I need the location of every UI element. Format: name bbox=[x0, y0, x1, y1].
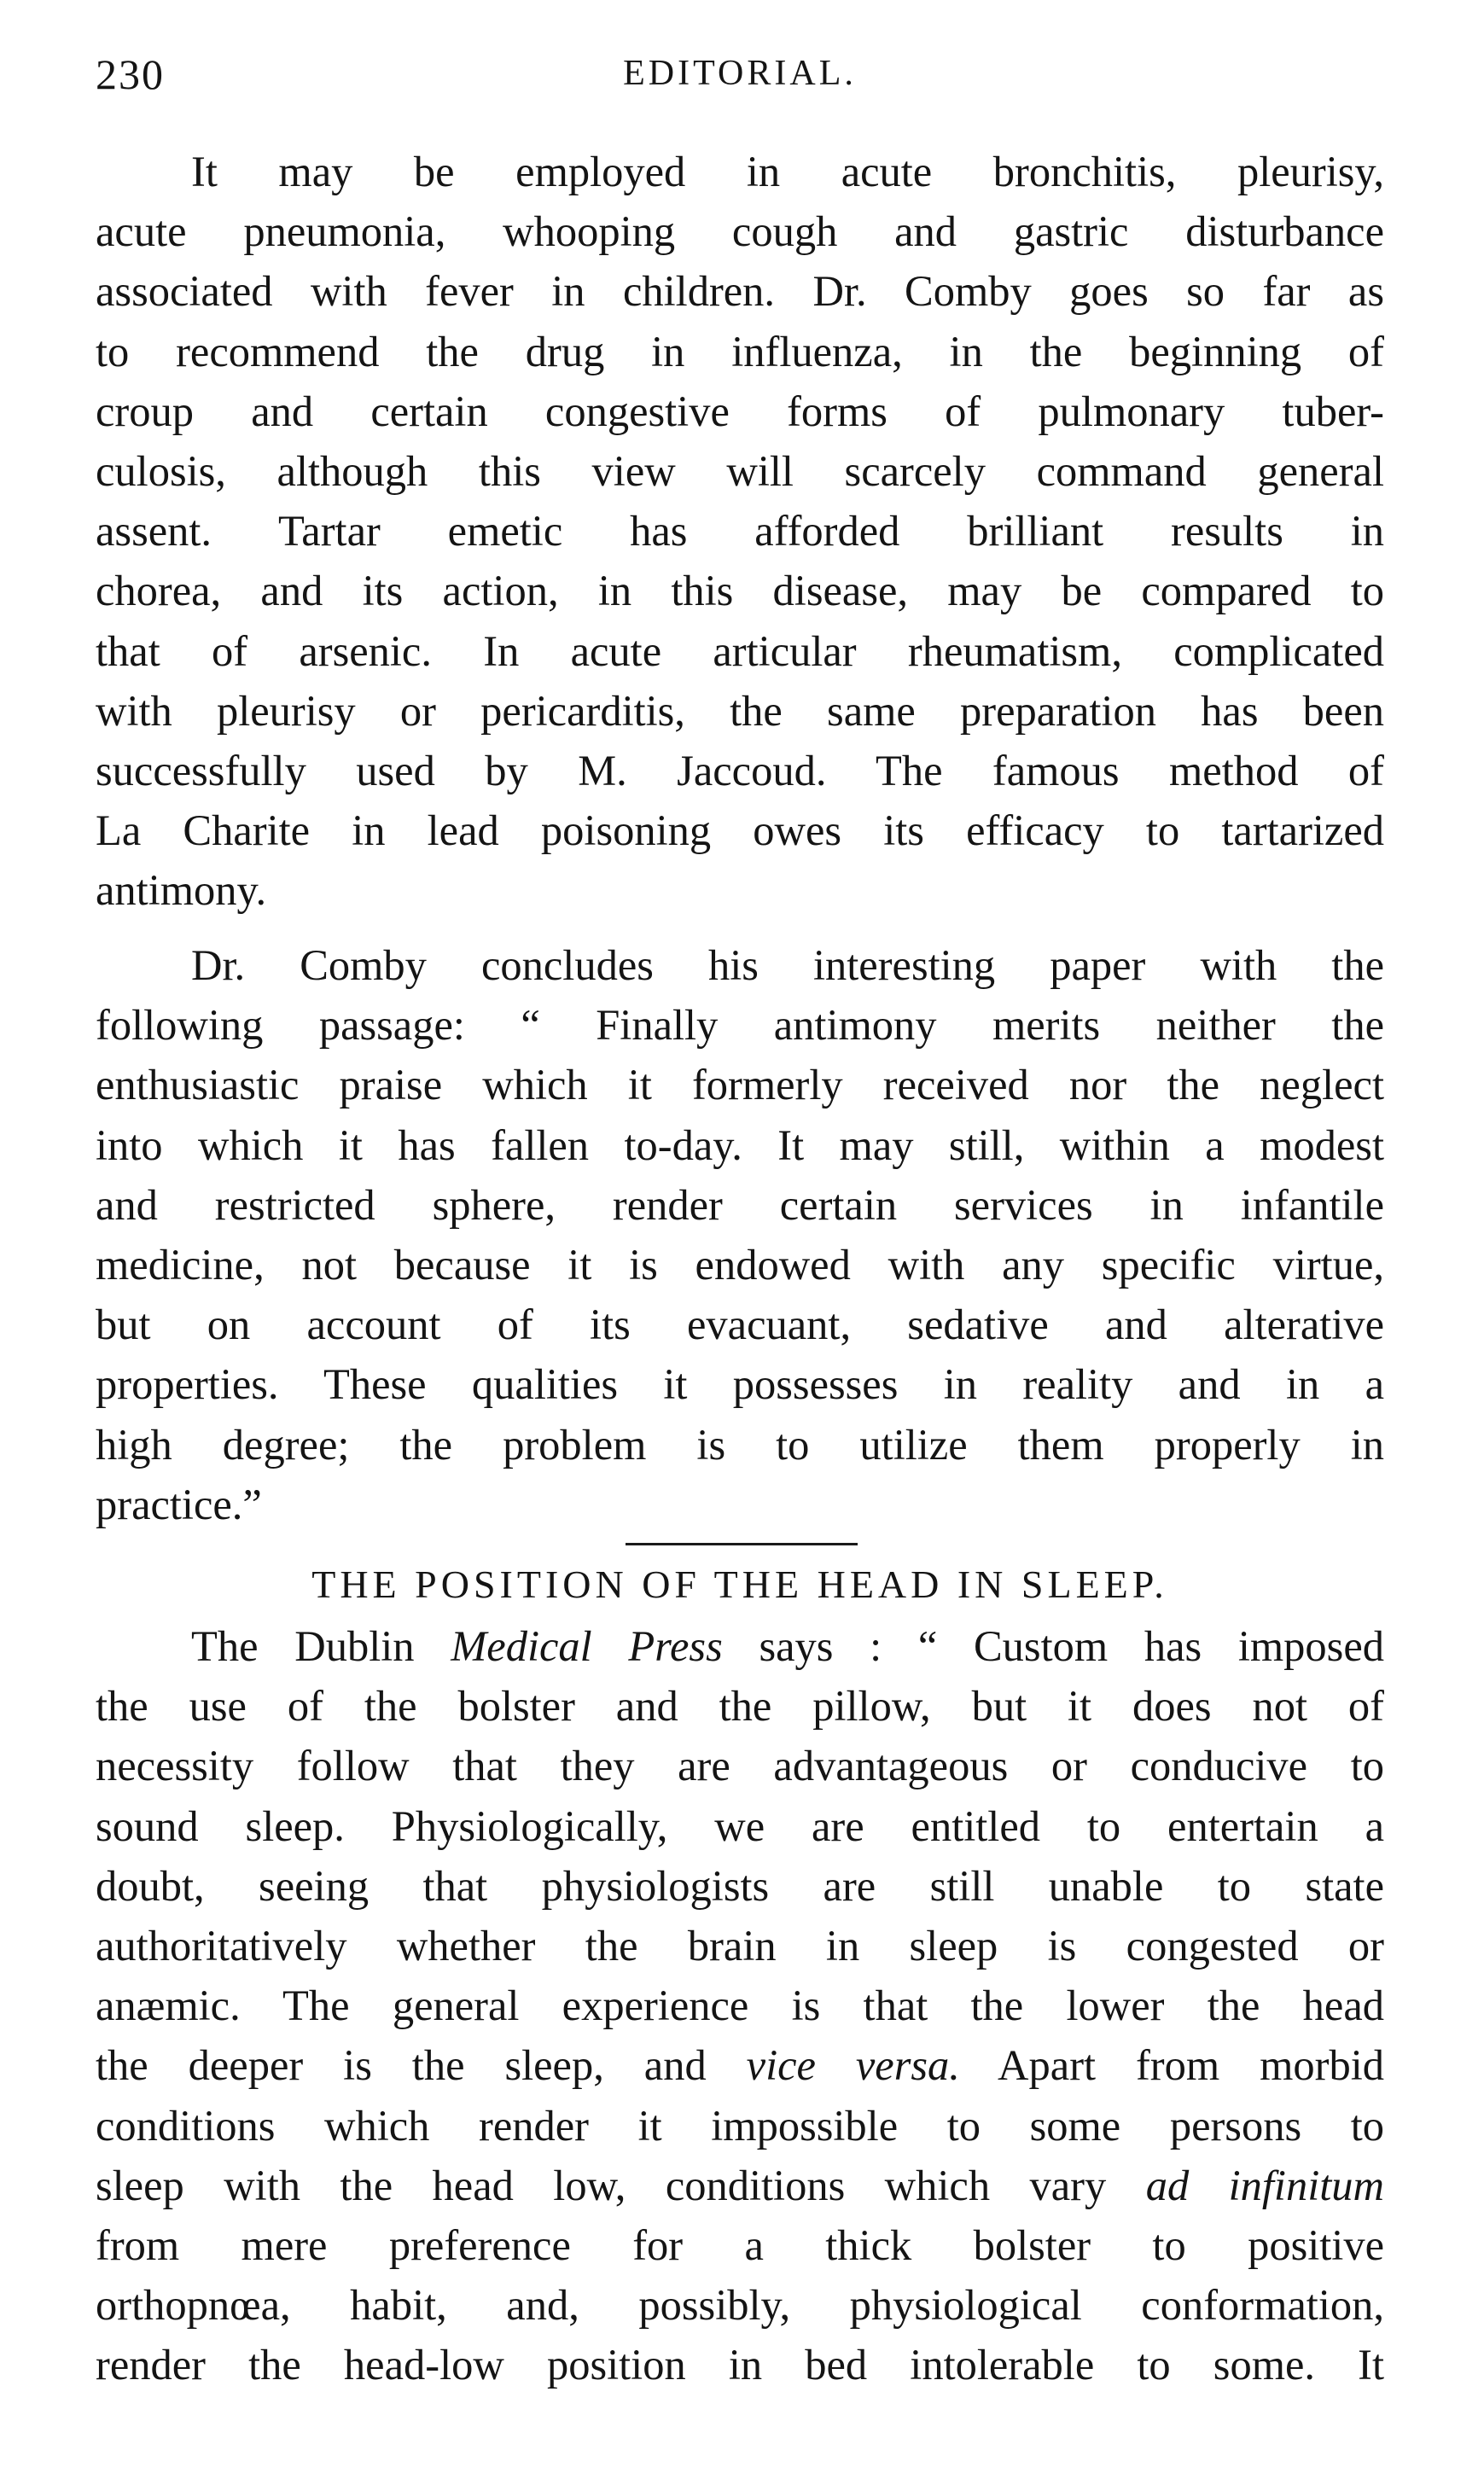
text-line: enthusiastic praise which it formerly received nor the neglect bbox=[96, 1061, 1384, 1109]
paragraph-comby-conclusion bbox=[96, 935, 1384, 1534]
text-line: conditions which render it impossible to some persons to bbox=[96, 2101, 1384, 2150]
text-line: acute pneumonia, whooping cough and gastric disturbance bbox=[96, 207, 1384, 256]
text-line: with pleurisy or pericarditis, the same preparation has been bbox=[96, 686, 1384, 735]
text-run: says : “ Custom has imposed bbox=[722, 1622, 1384, 1670]
text-line: Dr. Comby concludes his interesting paper with the bbox=[191, 941, 1384, 989]
text-line: high degree; the problem is to utilize them properly in bbox=[96, 1420, 1384, 1469]
section-heading: THE POSITION OF THE HEAD IN SLEEP. bbox=[311, 1562, 1168, 1606]
text-line: but on account of its evacuant, sedative and alterative bbox=[96, 1301, 1384, 1349]
text-line: La Charite in lead poisoning owes its efficacy to tartarized bbox=[96, 806, 1384, 855]
text-run: the deeper is the sleep, and bbox=[96, 2041, 747, 2090]
text-line: associated with fever in children. Dr. Comby goes so far as bbox=[96, 267, 1384, 316]
text-line: necessity follow that they are advantageous or conducive to bbox=[96, 1742, 1384, 1790]
journal-title: Medical Press bbox=[451, 1622, 723, 1670]
text-line: practice.” bbox=[96, 1480, 262, 1528]
text-line: render the head-low position in bed intolerable to some. It bbox=[96, 2341, 1384, 2389]
text-line bbox=[96, 2035, 1384, 2095]
text-line: orthopnœa, habit, and, possibly, physiological conformation, bbox=[96, 2281, 1384, 2330]
text-line: antimony. bbox=[96, 866, 267, 915]
text-line: into which it has fallen to-day. It may still, within a modest bbox=[96, 1120, 1384, 1169]
text-line: successfully used by M. Jaccoud. The famous method of bbox=[96, 746, 1384, 794]
text-line: culosis, although this view will scarcely command general bbox=[96, 446, 1384, 495]
text-line: croup and certain congestive forms of pulmonary tuber- bbox=[96, 387, 1384, 435]
text-run: Apart from morbid bbox=[959, 2041, 1384, 2090]
text-line: authoritatively whether the brain in sleep is congested or bbox=[96, 1921, 1384, 1970]
text-line: and restricted sphere, render certain services in infantile bbox=[96, 1180, 1384, 1229]
paragraph-head-position bbox=[96, 1616, 1384, 2395]
text-line: the use of the bolster and the pillow, but it does not of bbox=[96, 1682, 1384, 1731]
text-line: medicine, not because it is endowed with any specific virtue, bbox=[96, 1240, 1384, 1289]
text-line: properties. These qualities it possesses in reality and in a bbox=[96, 1360, 1384, 1409]
latin-phrase: vice versa. bbox=[746, 2041, 960, 2090]
text-line: following passage: “ Finally antimony merits neither the bbox=[96, 1001, 1384, 1050]
text-line: to recommend the drug in influenza, in the beginning of bbox=[96, 327, 1384, 375]
text-line bbox=[96, 2156, 1384, 2215]
latin-phrase: ad infinitum bbox=[1145, 2161, 1384, 2209]
running-head bbox=[96, 49, 1384, 101]
running-title: EDITORIAL. bbox=[623, 54, 857, 93]
text-line bbox=[96, 1616, 1384, 1676]
paragraph-antimony-uses bbox=[96, 142, 1384, 920]
text-line: from mere preference for a thick bolster to positive bbox=[96, 2220, 1384, 2269]
text-line: anæmic. The general experience is that the lower the head bbox=[96, 1981, 1384, 2030]
text-line: assent. Tartar emetic has afforded brilliant results in bbox=[96, 507, 1384, 556]
text-line: that of arsenic. In acute articular rheumatism, complicated bbox=[96, 626, 1384, 675]
text-line: chorea, and its action, in this disease, may be compared to bbox=[96, 567, 1384, 615]
text-line: sound sleep. Physiologically, we are entitled to entertain a bbox=[96, 1801, 1384, 1850]
text-line: It may be employed in acute bronchitis, pleurisy, bbox=[191, 148, 1384, 195]
text-line: doubt, seeing that physiologists are still unable to state bbox=[96, 1861, 1384, 1910]
section-divider bbox=[626, 1543, 858, 1545]
text-run: sleep with the head low, conditions which vary bbox=[96, 2161, 1146, 2209]
text-run: The Dublin bbox=[191, 1622, 451, 1670]
page-number: 230 bbox=[96, 50, 165, 98]
